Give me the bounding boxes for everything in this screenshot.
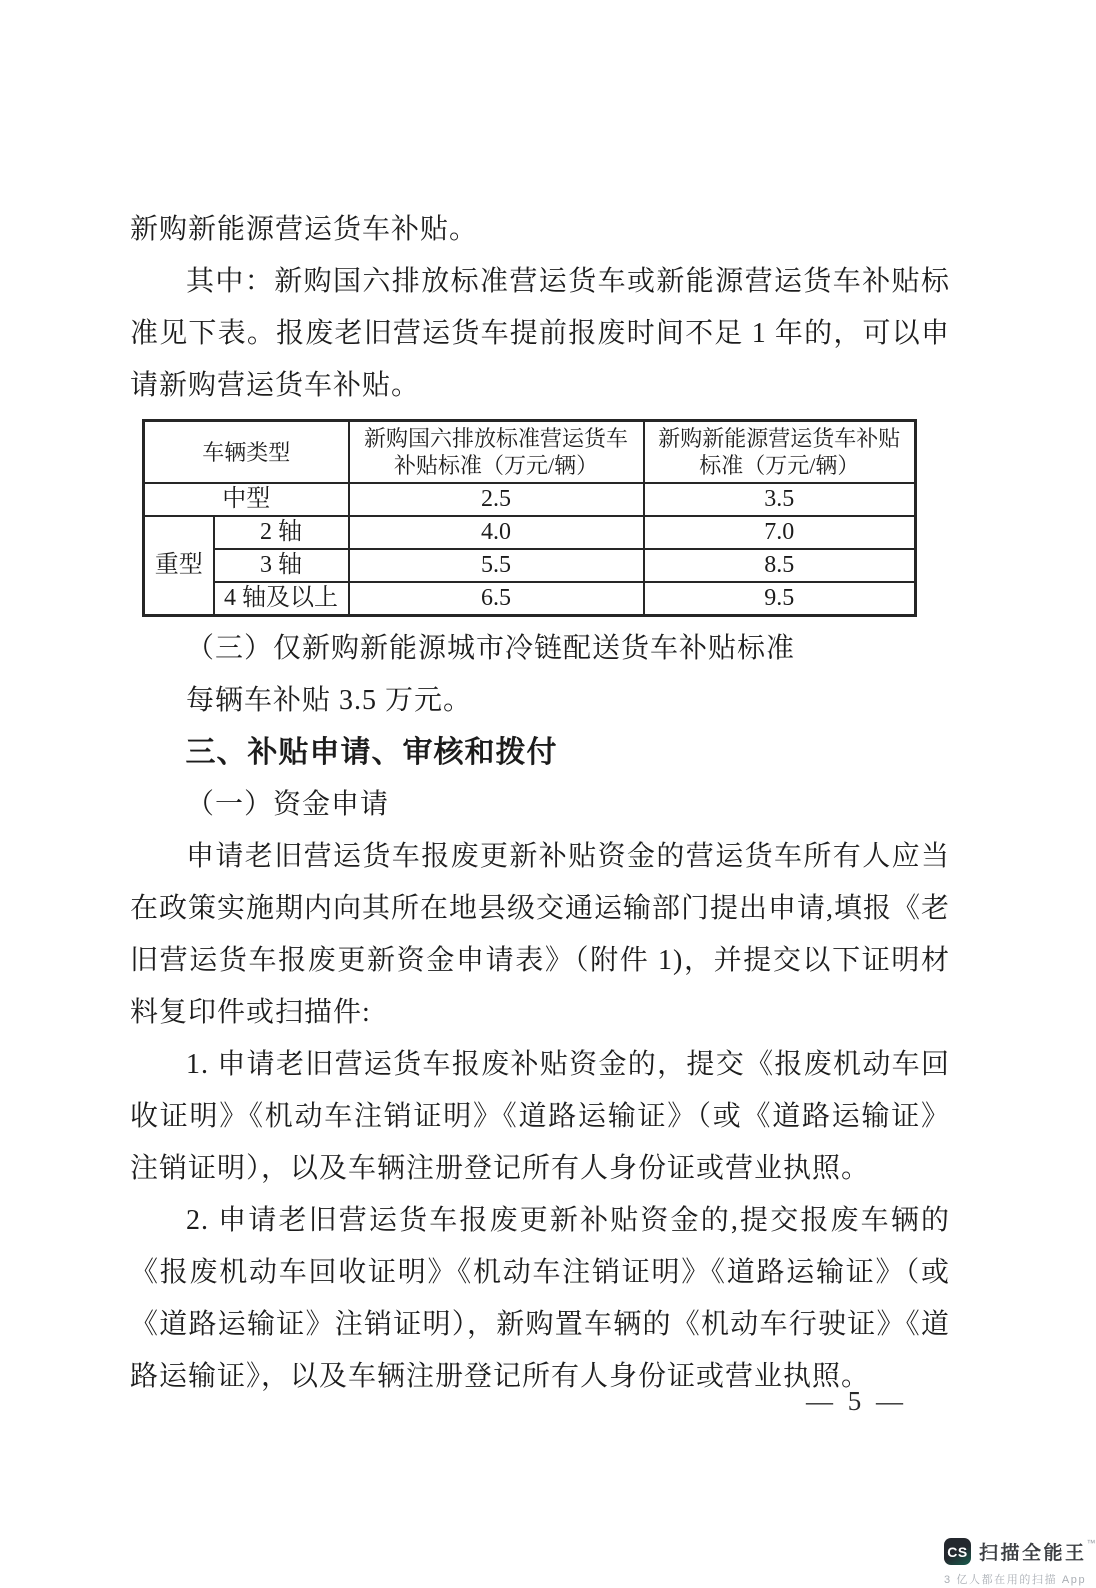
table-row-heavy-4axle xyxy=(144,582,916,616)
table-row-heavy-3axle xyxy=(144,549,916,582)
camscanner-watermark xyxy=(944,1538,1096,1587)
table-cell-3axle-guo6: 5.5 xyxy=(349,549,644,582)
camscanner-title-wrap xyxy=(979,1538,1096,1565)
table-row-medium xyxy=(144,483,916,516)
table-header-row xyxy=(144,421,916,484)
paragraph-doc-item2: 2. 申请老旧营运货车报废更新补贴资金的,提交报废车辆的《报废机动车回收证明》《机动车注销证明》《道路运输证》（或《道路运输证》注销证明），新购置车辆的《机动车行驶证》《道路运输证》，以及车辆注册登记所有人身份证或营业执照。 xyxy=(130,1205,950,1392)
table-cell-4axle-guo6: 6.5 xyxy=(349,582,644,616)
table-cell-medium-nev: 3.5 xyxy=(644,483,916,516)
table-cell-4axle-label: 4 轴及以上 xyxy=(214,582,349,616)
camscanner-logo-icon: CS xyxy=(944,1538,971,1565)
table-header-guo6-standard: 新购国六排放标准营运货车补贴标准（万元/辆） xyxy=(349,421,644,484)
table-cell-3axle-nev: 8.5 xyxy=(644,549,916,582)
camscanner-subtitle: 3 亿人都在用的扫描 App xyxy=(944,1574,1087,1586)
table-cell-2axle-guo6: 4.0 xyxy=(349,516,644,549)
camscanner-title: 扫描全能王 xyxy=(979,1543,1087,1564)
subsidy-table xyxy=(142,419,917,617)
table-cell-medium-guo6: 2.5 xyxy=(349,483,644,516)
table-header-nev-standard: 新购新能源营运货车补贴标准（万元/辆） xyxy=(644,421,916,484)
table-row-heavy-2axle xyxy=(144,516,916,549)
table-cell-2axle-label: 2 轴 xyxy=(214,516,349,549)
table-cell-4axle-nev: 9.5 xyxy=(644,582,916,616)
trademark-symbol-icon: ™ xyxy=(1086,1538,1096,1548)
subheading-item1: （一）资金申请 xyxy=(186,789,390,820)
camscanner-logo-row xyxy=(944,1538,1096,1565)
table-header-vehicle-type: 车辆类型 xyxy=(144,421,349,484)
document-body xyxy=(130,204,950,1403)
table-cell-3axle-label: 3 轴 xyxy=(214,549,349,582)
table-cell-medium-label: 中型 xyxy=(144,483,349,516)
table-cell-2axle-nev: 7.0 xyxy=(644,516,916,549)
subheading-item3: （三）仅新购新能源城市冷链配送货车补贴标准 xyxy=(186,633,796,664)
paragraph-per-vehicle: 每辆车补贴 3.5 万元。 xyxy=(186,685,473,716)
paragraph-apply: 申请老旧营运货车报废更新补贴资金的营运货车所有人应当在政策实施期内向其所在地县级交通运输部门提出申请,填报《老旧营运货车报废更新资金申请表》（附件 1)，并提交以下证明材料复印件或扫描件: xyxy=(130,841,951,1028)
paragraph-doc-item1: 1. 申请老旧营运货车报废补贴资金的，提交《报废机动车回收证明》《机动车注销证明》《道路运输证》（或《道路运输证》注销证明），以及车辆注册登记所有人身份证或营业执照。 xyxy=(130,1049,950,1184)
table-cell-heavy-label: 重型 xyxy=(144,516,214,616)
paragraph-continuation: 新购新能源营运货车补贴。 xyxy=(130,214,479,245)
page-number: — 5 — xyxy=(806,1386,907,1416)
paragraph-qizhong: 其中：新购国六排放标准营运货车或新能源营运货车补贴标准见下表。报废老旧营运货车提前报废时间不足 1 年的，可以申请新购营运货车补贴。 xyxy=(130,266,950,401)
section-heading-3: 三、补贴申请、审核和拨付 xyxy=(185,736,558,769)
